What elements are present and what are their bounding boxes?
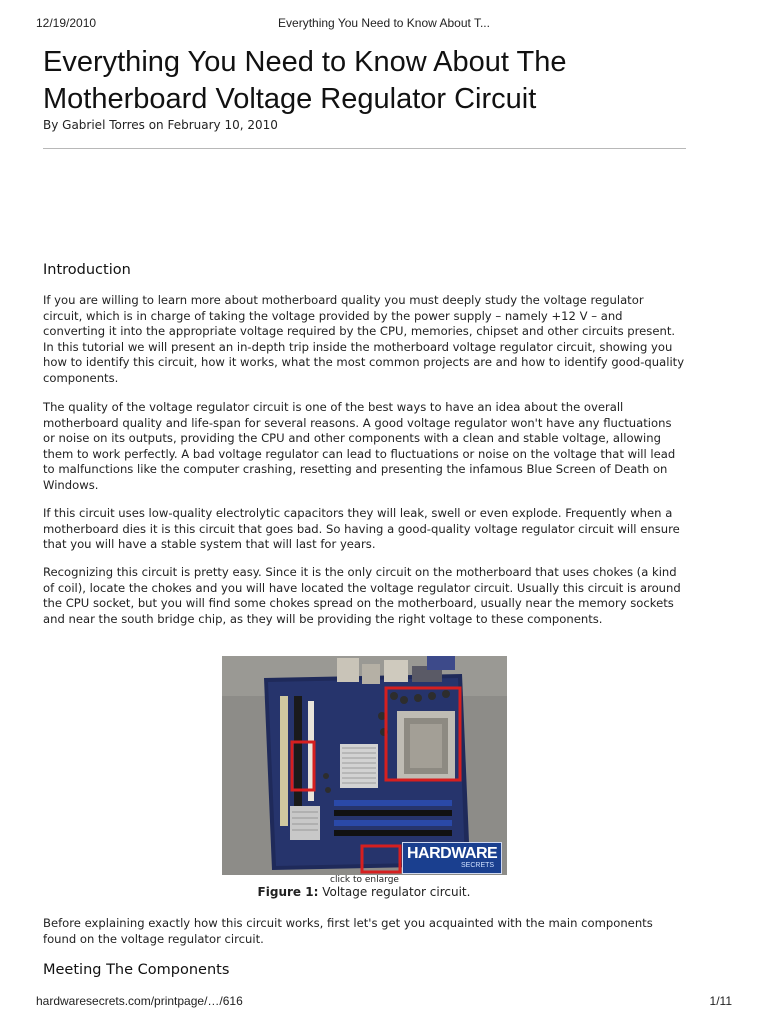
print-footer [36, 994, 732, 1010]
paragraph: Before explaining exactly how this circuit works, first let's get you acquainted with the main components found on the voltage regulator circuit. [43, 916, 653, 946]
figure-caption-label: Figure 1: [257, 885, 319, 899]
print-url: hardwaresecrets.com/printpage/…/616 [36, 994, 243, 1008]
section-heading-components: Meeting The Components [43, 962, 230, 978]
page-number: 1/11 [709, 994, 732, 1008]
print-date: 12/19/2010 [36, 16, 97, 30]
section-heading-introduction: Introduction [43, 262, 131, 278]
article-byline: By Gabriel Torres on February 10, 2010 [43, 118, 278, 132]
article-title: Everything You Need to Know About The Motherboard Voltage Regulator Circuit [43, 46, 567, 115]
print-header [36, 16, 732, 32]
paragraph: The quality of the voltage regulator circuit is one of the best ways to have an idea about the overall motherboard quality and life-span for several reasons. A good voltage regulator won't have any fluctuations or noise on its outputs, providing the CPU and other components with a clean and stable voltage, allowing them to work perfectly. A bad voltage regulator can lead to fluctuations or noise on the voltage that will lead to malfunctions like the computer crashing, resetting and presenting the infamous Blue Screen of Death on Windows. [43, 400, 676, 492]
paragraph: If this circuit uses low-quality electrolytic capacitors they will leak, swell or even explode. Frequently when a motherboard dies it is this circuit that goes bad. So having a good-quality voltage regulator circuit will ensure that you will have a stable system that will last for years. [43, 506, 680, 552]
paragraph: If you are willing to learn more about motherboard quality you must deeply study the voltage regulator circuit, which is in charge of taking the voltage provided by the power supply – namely +12 V – and converting it into the appropriate voltage required by the CPU, memories, chipset and other circuits present. In this tutorial we will present an in-depth trip inside the motherboard voltage regulator circuit, showing you how to identify this circuit, how it works, what the most common projects are and how to identify good-quality components. [43, 293, 685, 385]
figure-caption-text: Voltage regulator circuit. [322, 885, 471, 899]
motherboard-figure-image[interactable] [222, 656, 507, 875]
click-to-enlarge-link[interactable]: click to enlarge [330, 875, 399, 885]
print-doc-title: Everything You Need to Know About T... [278, 16, 490, 30]
paragraph: Recognizing this circuit is pretty easy. Since it is the only circuit on the motherboard that uses chokes (a kind of coil), locate the chokes and you will have located the voltage regulator circuit. Usually this circuit is around the CPU socket, but you will find some chokes spread on the motherboard, usually near the memory sockets and near the south bridge chip, as they will be providing the right voltage to these components. [43, 565, 681, 626]
title-divider [43, 148, 686, 149]
figure-caption [43, 885, 685, 899]
hardware-secrets-logo: HARDWARE SECRETS [402, 842, 502, 874]
